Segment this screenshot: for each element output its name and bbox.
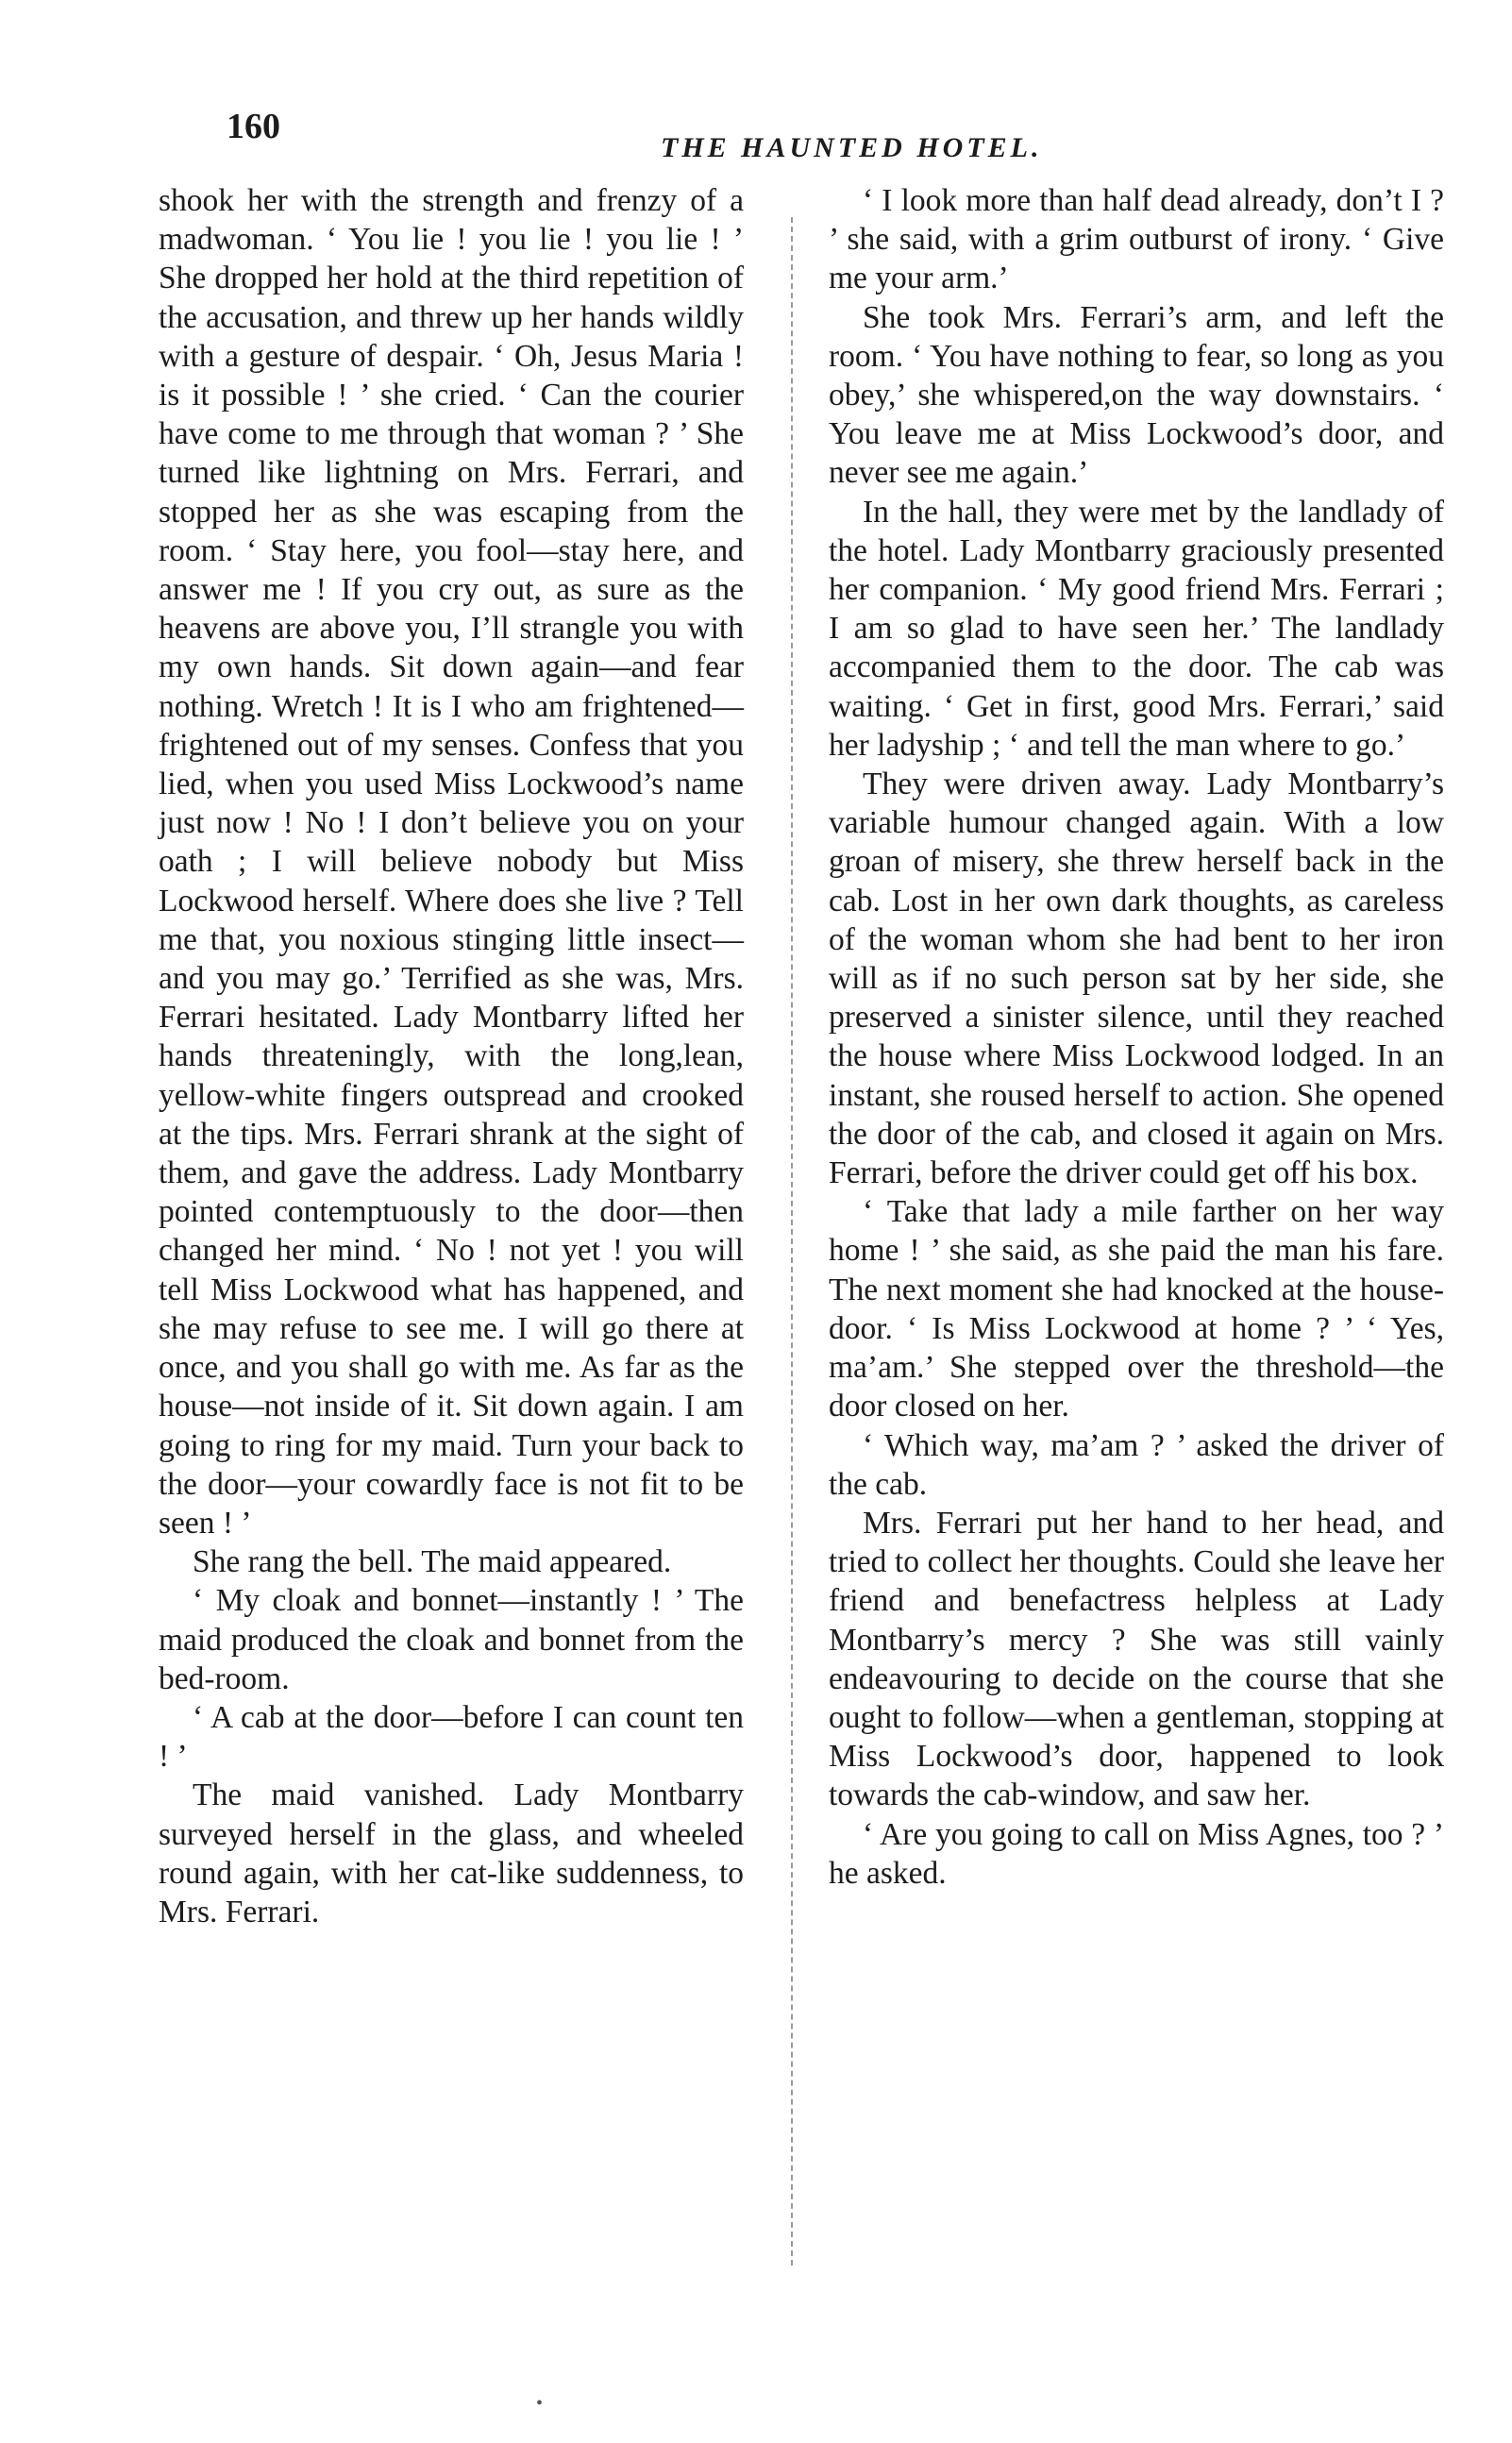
right-column [829, 181, 1444, 1893]
paragraph: ‘ I look more than half dead already, don’t I ? ’ she said, with a grim outburst of irony. ‘ Give me your arm.’ [829, 183, 1444, 296]
paragraph: ‘ Which way, ma’am ? ’ asked the driver of the cab. [829, 1427, 1444, 1502]
paragraph: She rang the bell. The maid appeared. [193, 1544, 672, 1580]
printer-mark: • [536, 2393, 544, 2414]
page-number: 160 [227, 107, 280, 146]
paragraph: They were driven away. Lady Montbarry’s variable humour changed again. With a low groan of misery, she threw herself back in the cab. Lost in her own dark thoughts, as careless of the woman whom she had bent to her iron will as if no such person sat by her side, she preserved a sinister silence, until they reached the house where Miss Lockwood lodged. In an instant, she roused herself to action. She opened the door of the cab, and closed it again on Mrs. Ferrari, before the driver could get off his box. [829, 767, 1444, 1191]
paragraph: ‘ Take that lady a mile farther on her way home ! ’ she said, as she paid the man his fare. The next moment she had knocked at the house-door. ‘ Is Miss Lockwood at home ? ’ ‘ Yes, ma’am.’ She stepped over the threshold—the door closed on her. [829, 1194, 1444, 1424]
left-column [159, 181, 744, 1931]
paragraph: In the hall, they were met by the landlady of the hotel. Lady Montbarry graciously presented her companion. ‘ My good friend Mrs. Ferrari ; I am so glad to have seen her.’ The landlady accompanied them to the door. The cab was waiting. ‘ Get in first, good Mrs. Ferrari,’ said her ladyship ; ‘ and tell the man where to go.’ [829, 494, 1444, 763]
paragraph: ‘ Are you going to call on Miss Agnes, too ? ’ he asked. [829, 1816, 1444, 1891]
paragraph: Mrs. Ferrari put her hand to her head, and tried to collect her thoughts. Could she leave her friend and benefactress helpless at Lady Montbarry’s mercy ? She was still vainly endeavouring to decide on the course that she ought to follow—when a gentleman, stopping at Miss Lockwood’s door, happened to look towards the cab-window, and saw her. [829, 1505, 1444, 1813]
paragraph: ‘ A cab at the door—before I can count ten ! ’ [159, 1699, 744, 1775]
paragraph: ‘ My cloak and bonnet—instantly ! ’ The maid produced the cloak and bonnet from the bed-room. [159, 1583, 744, 1696]
paragraph: shook her with the strength and frenzy of a madwoman. ‘ You lie ! you lie ! you lie ! ’ She dropped her hold at the third repetition of the accusation, and threw up her hands wildly with a gesture of despair. ‘ Oh, Jesus Maria ! is it possible ! ’ she cried. ‘ Can the courier have come to me through that woman ? ’ She turned like lightning on Mrs. Ferrari, and stopped her as she was escaping from the room. ‘ Stay here, you fool—stay here, and answer me ! If you cry out, as sure as the heavens are above you, I’ll strangle you with my own hands. Sit down again—and fear nothing. Wretch ! It is I who am frightened—frightened out of my senses. Confess that you lied, when you used Miss Lockwood’s name just now ! No ! I don’t believe you on your oath ; I will believe nobody but Miss Lockwood herself. Where does she live ? Tell me that, you noxious stinging little insect—and you may go.’ Terrified as she was, Mrs. Ferrari hesitated. Lady Montbarry lifted her hands threateningly, with the long,lean, yellow-white fingers outspread and crooked at the tips. Mrs. Ferrari shrank at the sight of them, and gave the address. Lady Montbarry pointed contemptuously to the door—then changed her mind. ‘ No ! not yet ! you will tell Miss Lockwood what has happened, and she may refuse to see me. I will go there at once, and you shall go with me. As far as the house—not inside of it. Sit down again. I am going to ring for my maid. Turn your back to the door—your cowardly face is not fit to be seen ! ’ [159, 183, 744, 1541]
paragraph: The maid vanished. Lady Montbarry surveyed herself in the glass, and wheeled round again, with her cat-like suddenness, to Mrs. Ferrari. [159, 1777, 744, 1929]
column-divider [791, 217, 793, 2266]
running-head: THE HAUNTED HOTEL. [661, 132, 1043, 163]
paragraph: She took Mrs. Ferrari’s arm, and left the room. ‘ You have nothing to fear, so long as you obey,’ she whispered,on the way downstairs. ‘ You leave me at Miss Lockwood’s door, and never see me again.’ [829, 299, 1444, 491]
